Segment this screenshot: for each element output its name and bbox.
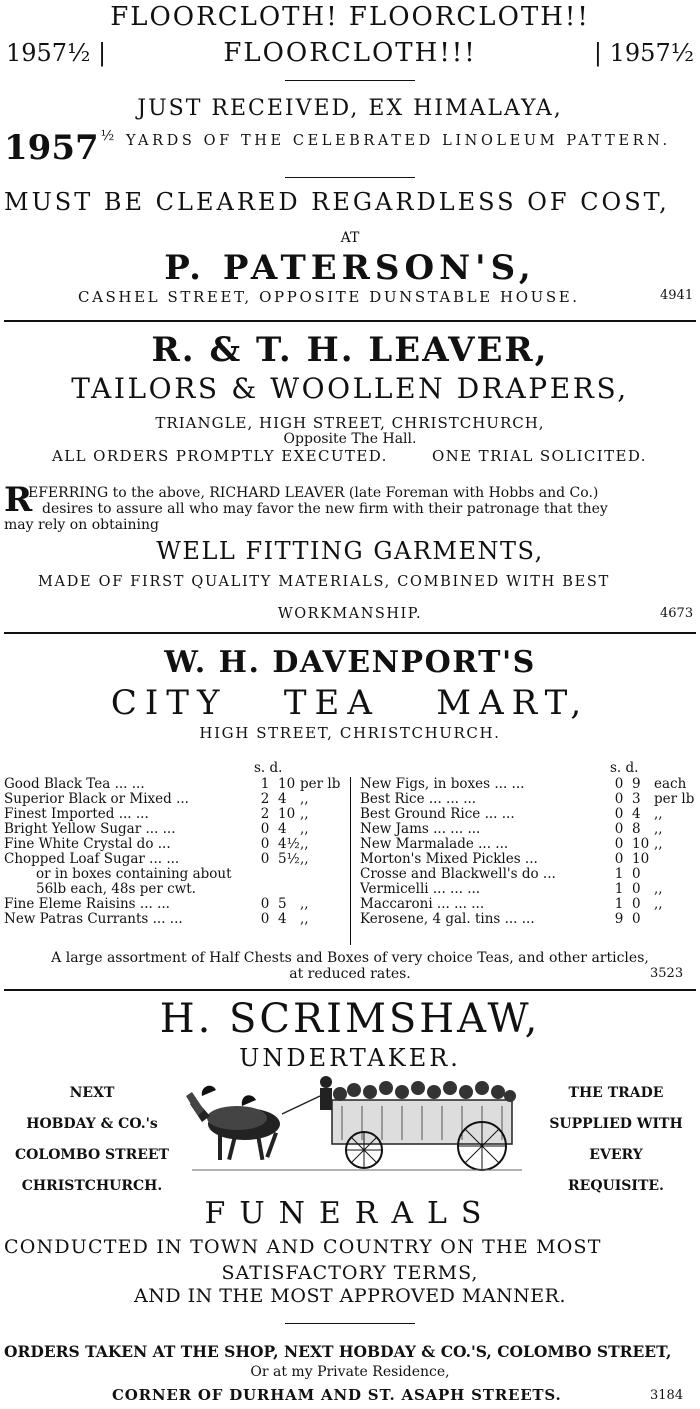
manner-line: AND IN THE MOST APPROVED MANNER.	[133, 1285, 567, 1307]
item-name: Superior Black or Mixed ...	[4, 792, 189, 807]
price-pence: 4	[278, 911, 287, 927]
right-line: REQUISITE.	[568, 1178, 664, 1194]
materials-line: MADE OF FIRST QUALITY MATERIALS, COMBINED WITH BEST	[38, 574, 610, 590]
price-row	[4, 807, 344, 822]
scrimshaw-name: H. SCRIMSHAW,	[159, 996, 541, 1042]
price-shillings: 0	[614, 791, 624, 807]
hearse-engraving	[182, 1066, 532, 1176]
price-pence: 4	[632, 806, 641, 822]
price-row	[4, 897, 344, 912]
left-line: COLOMBO STREET	[15, 1147, 169, 1163]
floorcloth-headline-2: FLOORCLOTH!!!	[223, 38, 477, 68]
price-pence: 4½	[278, 836, 300, 852]
horses-icon	[186, 1086, 280, 1160]
leaver-orders-row	[52, 447, 652, 465]
price-unit: ,,	[654, 806, 663, 822]
para-line-3: may rely on obtaining	[4, 517, 160, 533]
right-line: SUPPLIED WITH	[549, 1116, 683, 1132]
tea-note: 56lb each, 48s per cwt.	[36, 881, 196, 897]
price-pence: 10	[632, 851, 650, 867]
price-unit: ,,	[300, 821, 309, 837]
price-pence: 8	[632, 821, 641, 837]
trial-text: ONE TRIAL SOLICITED.	[431, 447, 647, 465]
price-unit: ,,	[300, 806, 309, 822]
para-line-2: desires to assure all who may favor the new firm with their patronage that they	[42, 501, 608, 517]
item-name: Kerosene, 4 gal. tins ... ...	[360, 912, 535, 927]
scrimshaw-left-text	[4, 1078, 180, 1202]
price-shillings: 0	[614, 776, 624, 792]
assortment-line: A large assortment of Half Chests and Boxes of very choice Teas, and other articles,	[51, 950, 649, 966]
price-row	[4, 822, 344, 837]
tea-price-list-left	[4, 777, 344, 927]
ad-ref-number: 4941	[660, 288, 694, 303]
item-name: Morton's Mixed Pickles ...	[360, 852, 538, 867]
price-shillings: 2	[260, 791, 270, 807]
item-name: Crosse and Blackwell's do ...	[360, 867, 556, 882]
residence-line: Or at my Private Residence,	[250, 1364, 450, 1380]
price-row	[4, 777, 344, 792]
davenport-address: HIGH STREET, CHRISTCHURCH.	[199, 724, 501, 742]
price-row	[360, 777, 698, 792]
yards-text: YARDS OF THE CELEBRATED LINOLEUM PATTERN.	[126, 133, 671, 149]
left-line: HOBDAY & CO.'s	[26, 1116, 158, 1132]
big-number: 1957	[4, 128, 99, 168]
price-shillings: 0	[260, 911, 270, 927]
just-received-line: JUST RECEIVED, EX HIMALAYA,	[137, 96, 563, 121]
right-line: THE TRADE	[568, 1085, 664, 1101]
item-name: Fine White Crystal do ...	[4, 837, 171, 852]
item-name: Best Ground Rice ... ...	[360, 807, 515, 822]
item-name: Maccaroni ... ... ...	[360, 897, 485, 912]
davenport-mart: CITY TEA MART,	[110, 683, 590, 723]
price-row	[360, 852, 698, 867]
ad-separator	[4, 989, 696, 991]
hearse-illustration	[182, 1066, 532, 1176]
price-row	[360, 822, 698, 837]
price-pence: 5	[278, 896, 287, 912]
driver-icon	[282, 1076, 332, 1114]
item-name: Finest Imported ... ...	[4, 807, 149, 822]
price-pence: 3	[632, 791, 641, 807]
divider-short	[285, 1323, 415, 1324]
davenport-name: W. H. DAVENPORT'S	[164, 645, 536, 680]
price-row	[4, 912, 344, 927]
price-pence: 0	[632, 896, 641, 912]
price-row	[4, 792, 344, 807]
workmanship-line: WORKMANSHIP.	[277, 606, 423, 622]
paterson-name: P. PATERSON'S,	[164, 248, 536, 288]
yards-line	[4, 128, 696, 172]
price-shillings: 2	[260, 806, 270, 822]
quantity-tag-left: 1957½ |	[6, 39, 107, 67]
price-shillings: 0	[260, 851, 270, 867]
price-unit: per lb	[300, 776, 341, 792]
price-pence: 4	[278, 821, 287, 837]
price-row	[360, 867, 698, 882]
price-row	[360, 792, 698, 807]
column-divider	[350, 777, 351, 945]
price-row	[360, 897, 698, 912]
price-shillings: 0	[260, 821, 270, 837]
price-shillings: 0	[614, 836, 624, 852]
paterson-address: CASHEL STREET, OPPOSITE DUNSTABLE HOUSE.	[78, 288, 580, 306]
item-name: Fine Eleme Raisins ... ...	[4, 897, 170, 912]
price-unit: ,,	[300, 911, 309, 927]
item-name: Bright Yellow Sugar ... ...	[4, 822, 176, 837]
price-row	[360, 882, 698, 897]
price-unit: ,,	[300, 896, 309, 912]
floorcloth-row-2	[6, 38, 694, 68]
price-unit	[654, 867, 698, 882]
price-row	[360, 807, 698, 822]
item-name: Good Black Tea ... ...	[4, 777, 145, 792]
funerals-heading: FUNERALS	[204, 1196, 496, 1231]
item-name: New Patras Currants ... ...	[4, 912, 183, 927]
price-row	[4, 852, 344, 867]
tea-note: or in boxes containing about	[36, 866, 232, 882]
para-line-1: EFERRING to the above, RICHARD LEAVER (late Foreman with Hobbs and Co.)	[28, 485, 599, 501]
price-pence: 5½	[278, 851, 300, 867]
price-pence: 10	[632, 836, 650, 852]
hearse-body-icon	[332, 1081, 516, 1144]
floorcloth-headline-1: FLOORCLOTH! FLOORCLOTH!!	[110, 2, 590, 32]
conducted-line: CONDUCTED IN TOWN AND COUNTRY ON THE MOST	[4, 1236, 602, 1258]
scrimshaw-right-text	[536, 1078, 696, 1202]
price-unit	[654, 852, 698, 867]
item-name: Chopped Loaf Sugar ... ...	[4, 852, 180, 867]
price-shillings: 1	[614, 881, 624, 897]
price-pence: 10	[278, 806, 296, 822]
price-pence: 10	[278, 776, 296, 792]
price-shillings: 0	[614, 821, 624, 837]
price-shillings: 0	[260, 896, 270, 912]
corner-line: CORNER OF DURHAM AND ST. ASAPH STREETS.	[112, 1386, 562, 1404]
leaver-address: TRIANGLE, HIGH STREET, CHRISTCHURCH,	[155, 414, 545, 432]
currency-header-left: s. d.	[254, 760, 283, 776]
price-shillings: 1	[614, 866, 624, 882]
right-line: EVERY	[589, 1147, 643, 1163]
rates-line: at reduced rates.	[289, 966, 411, 982]
tea-price-list-right	[360, 777, 698, 927]
leaver-paragraph	[4, 480, 696, 533]
price-shillings: 9	[614, 911, 624, 927]
terms-line: SATISFACTORY TERMS,	[221, 1262, 479, 1284]
divider-short	[285, 177, 415, 178]
drop-cap: R	[4, 480, 33, 520]
currency-header-right: s. d.	[610, 760, 639, 776]
scrimshaw-trade: UNDERTAKER.	[239, 1044, 461, 1072]
orders-line: ORDERS TAKEN AT THE SHOP, NEXT HOBDAY & CO.'S, COLOMBO STREET,	[4, 1342, 672, 1361]
item-name: New Figs, in boxes ... ...	[360, 777, 525, 792]
price-shillings: 1	[260, 776, 270, 792]
quantity-tag-right: | 1957½	[593, 39, 694, 67]
price-row	[4, 837, 344, 852]
price-pence: 0	[632, 881, 641, 897]
price-shillings: 0	[614, 806, 624, 822]
price-unit: ,,	[654, 836, 663, 852]
price-unit: ,,	[300, 791, 309, 807]
left-line: CHRISTCHURCH.	[21, 1178, 163, 1194]
big-fraction: ½	[100, 128, 115, 144]
price-pence: 0	[632, 866, 641, 882]
price-shillings: 0	[260, 836, 270, 852]
price-unit: ,,	[300, 851, 309, 867]
price-unit: per lb	[654, 791, 695, 807]
ad-ref-number: 4673	[660, 606, 694, 621]
at-label: AT	[340, 230, 360, 246]
leaver-opposite: Opposite The Hall.	[283, 431, 417, 447]
leaver-name: R. & T. H. LEAVER,	[151, 330, 549, 370]
price-shillings: 0	[614, 851, 624, 867]
left-line: NEXT	[69, 1085, 115, 1101]
price-shillings: 1	[614, 896, 624, 912]
item-name: Vermicelli ... ... ...	[360, 882, 481, 897]
ad-ref-number: 3523	[650, 966, 684, 981]
price-unit	[654, 912, 698, 927]
price-unit: ,,	[654, 896, 663, 912]
price-pence: 9	[632, 776, 641, 792]
price-unit: ,,	[300, 836, 309, 852]
ad-ref-number: 3184	[650, 1388, 684, 1403]
divider-short	[285, 80, 415, 81]
item-name: New Marmalade ... ...	[360, 837, 509, 852]
price-unit: ,,	[654, 821, 663, 837]
ad-separator	[4, 320, 696, 322]
ad-separator	[4, 632, 696, 634]
price-row	[360, 912, 698, 927]
leaver-trade: TAILORS & WOOLLEN DRAPERS,	[71, 372, 629, 405]
item-name: Best Rice ... ... ...	[360, 792, 477, 807]
garments-line: WELL FITTING GARMENTS,	[156, 537, 544, 565]
item-name: New Jams ... ... ...	[360, 822, 481, 837]
price-pence: 4	[278, 791, 287, 807]
price-unit: ,,	[654, 881, 663, 897]
cleared-line: MUST BE CLEARED REGARDLESS OF COST,	[4, 188, 670, 216]
price-row	[360, 837, 698, 852]
orders-text: ALL ORDERS PROMPTLY EXECUTED.	[52, 447, 388, 465]
price-pence: 0	[632, 911, 641, 927]
price-unit: each	[654, 776, 687, 792]
